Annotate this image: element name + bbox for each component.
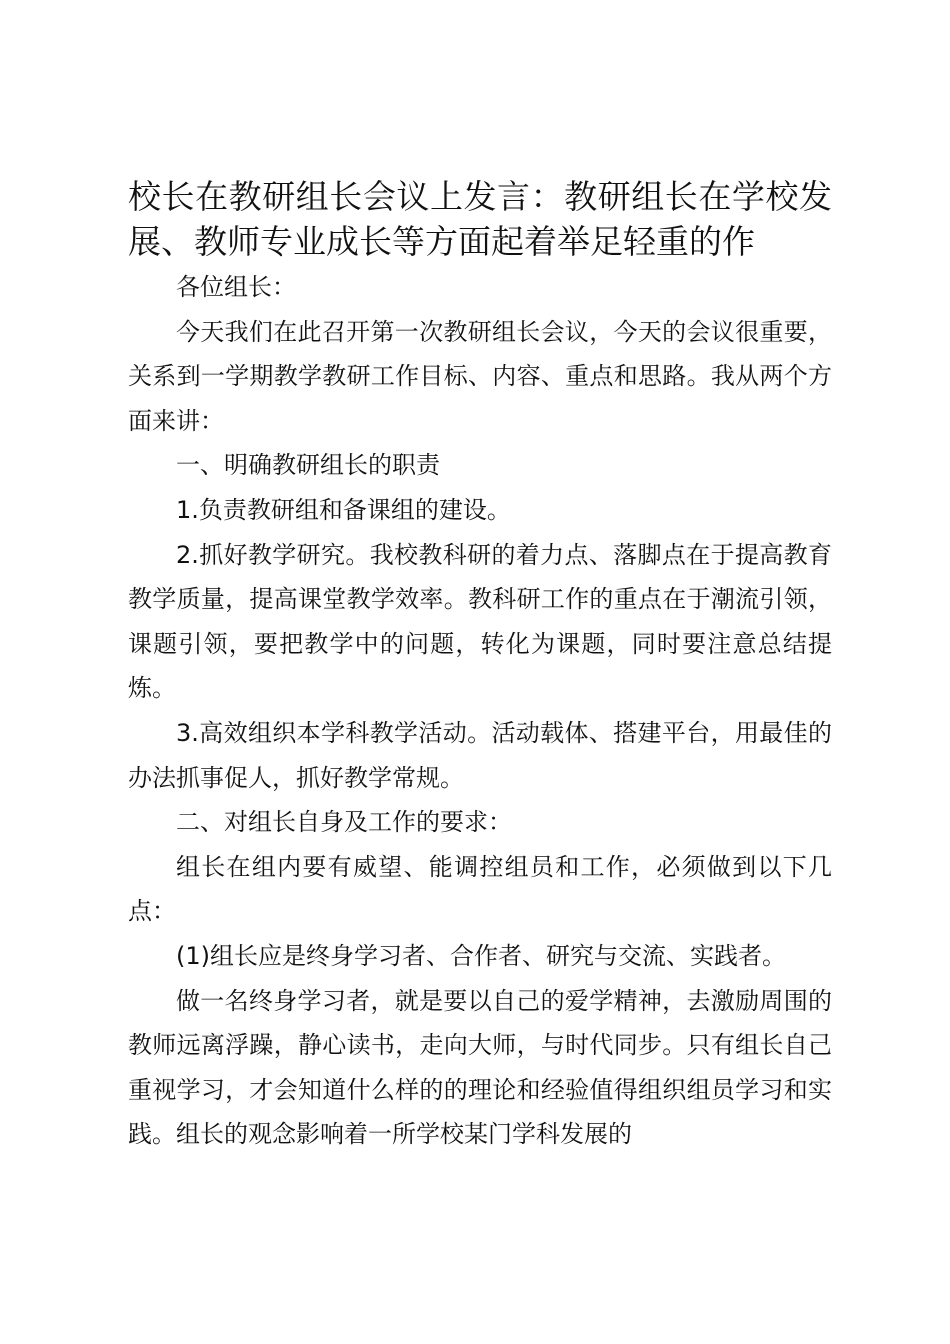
paragraph-heading-1: 一、明确教研组长的职责: [176, 451, 440, 480]
paragraph-salutation: 各位组长：: [176, 273, 296, 301]
paragraph-intro: 今天我们在此召开第一次教研组长会议，今天的会议很重要，关系到一学期教学教研工作目标、内容、重点和思路。我从两个方面来讲：: [128, 317, 832, 435]
paragraph-requirements-intro: 组长在组内要有威望、能调控组员和工作，必须做到以下几点：: [128, 852, 832, 926]
paragraph-lifelong-learner: 做一名终身学习者，就是要以自己的爱学精神，去激励周围的教师远离浮躁，静心读书，走向大师，与时代同步。只有组长自己重视学习，才会知道什么样的的理论和经验值得组织组员学习和实践。组长的观念影响着一所学校某门学科发展的: [128, 986, 832, 1149]
paragraph-item-2: 2.抓好教学研究。我校教科研的着力点、落脚点在于提高教育教学质量，提高课堂教学效率。教科研工作的重点在于潮流引领，课题引领，要把教学中的问题，转化为课题，同时要注意总结提炼。: [128, 540, 832, 703]
document-page: [128, 174, 832, 1157]
paragraph-heading-2: 二、对组长自身及工作的要求：: [176, 808, 512, 837]
paragraph-item-3: 3.高效组织本学科教学活动。活动载体、搭建平台，用最佳的办法抓事促人，抓好教学常规。: [128, 718, 832, 792]
paragraph-item-1: 1.负责教研组和备课组的建设。: [176, 495, 511, 524]
document-title: 校长在教研组长会议上发言：教研组长在学校发展、教师专业成长等方面起着举足轻重的作: [128, 177, 832, 261]
paragraph-point-1: (1)组长应是终身学习者、合作者、研究与交流、实践者。: [176, 941, 786, 970]
document-body: [128, 265, 832, 1157]
